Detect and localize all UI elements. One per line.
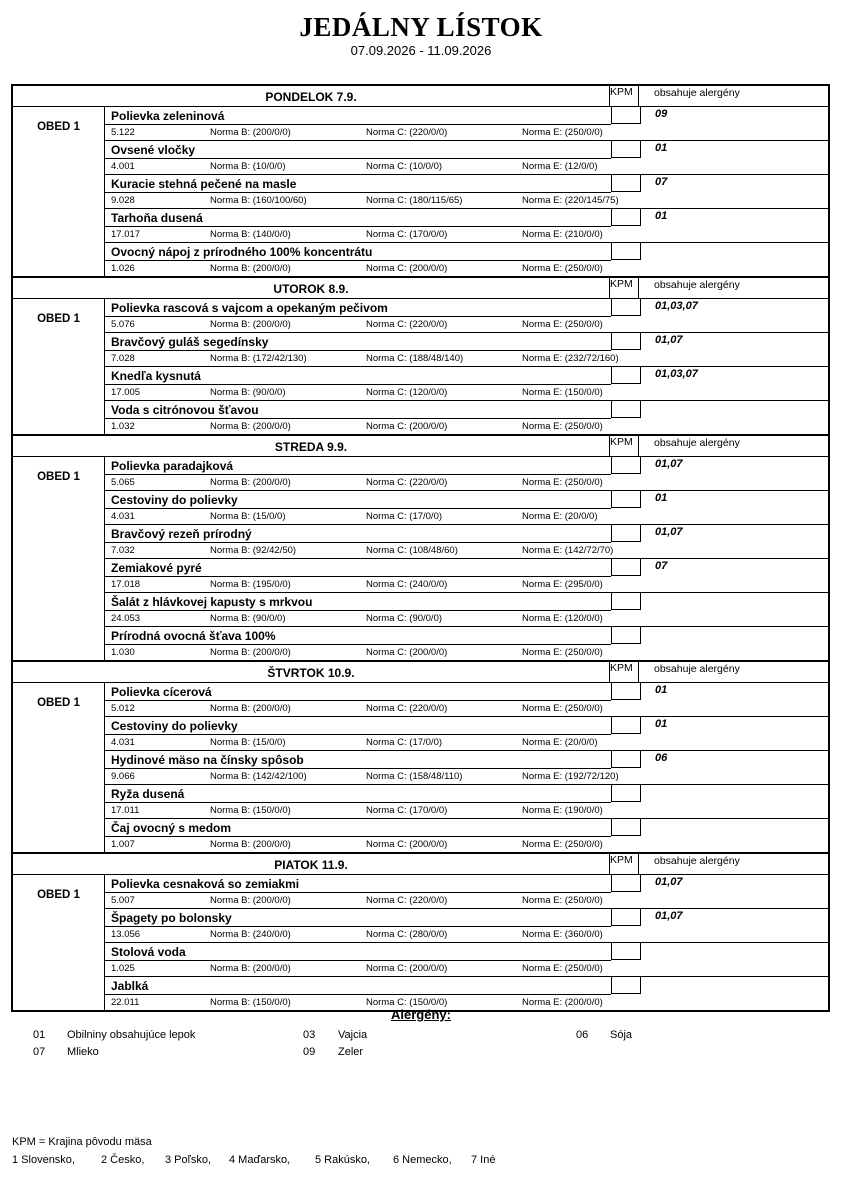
- norm-row: [105, 768, 619, 784]
- norm-row: [105, 644, 611, 660]
- norm-c: Norma C: (220/0/0): [366, 319, 448, 330]
- dish-allergens: 01,07: [655, 458, 683, 470]
- dish-row: [105, 593, 828, 627]
- kpm-cell: [611, 943, 641, 960]
- kpm-header: KPM: [609, 86, 639, 106]
- norm-row: [105, 700, 611, 716]
- norm-e: Norma E: (295/0/0): [522, 579, 603, 590]
- norm-e: Norma E: (120/0/0): [522, 613, 603, 624]
- norm-row: [105, 734, 611, 750]
- country-item: 5 Rakúsko,: [315, 1154, 371, 1166]
- norm-b: Norma B: (200/0/0): [210, 319, 291, 330]
- norm-row: [105, 226, 611, 242]
- dish-code: 17.018: [111, 579, 141, 590]
- meal-label: OBED 1: [37, 697, 80, 709]
- kpm-header: KPM: [609, 662, 639, 682]
- norm-c: Norma C: (90/0/0): [366, 613, 443, 624]
- dish-code: 7.028: [111, 353, 135, 364]
- allergens-header: obsahuje alergény: [654, 855, 740, 867]
- allergen-name: Mlieko: [67, 1046, 99, 1058]
- dish-code: 4.031: [111, 737, 135, 748]
- norm-row: [105, 158, 611, 174]
- kpm-cell: [611, 875, 641, 892]
- day-body: [13, 457, 828, 660]
- norm-b: Norma B: (15/0/0): [210, 737, 286, 748]
- dish-row: [105, 943, 828, 977]
- dish-name: Hydinové mäso na čínsky spôsob: [111, 753, 304, 767]
- dish-row: [105, 875, 828, 909]
- allergen-name: Zeler: [338, 1046, 364, 1058]
- dish-allergens: 01: [655, 210, 668, 222]
- dish-row: [105, 367, 828, 401]
- dish-name: Šalát z hlávkovej kapusty s mrkvou: [111, 595, 313, 609]
- dish-name: Tarhoňa dusená: [111, 211, 203, 225]
- kpm-cell: [611, 209, 641, 226]
- allergens-header: obsahuje alergény: [654, 663, 740, 675]
- meal-label: OBED 1: [37, 889, 80, 901]
- norm-e: Norma E: (250/0/0): [522, 127, 603, 138]
- day-header: [13, 662, 828, 683]
- dish-row: [105, 141, 828, 175]
- dish-name: Polievka paradajková: [111, 459, 234, 473]
- dish-code: 17.011: [111, 805, 140, 816]
- allergen-name: Vajcia: [338, 1029, 368, 1041]
- norm-row: [105, 960, 611, 976]
- allergen-code: 03: [303, 1029, 316, 1041]
- allergen-code: 06: [576, 1029, 589, 1041]
- kpm-cell: [611, 627, 641, 644]
- norm-row: [105, 508, 611, 524]
- norm-c: Norma C: (120/0/0): [366, 387, 448, 398]
- norm-c: Norma C: (220/0/0): [366, 895, 448, 906]
- norm-c: Norma C: (170/0/0): [366, 229, 448, 240]
- norm-e: Norma E: (20/0/0): [522, 511, 598, 522]
- dish-code: 7.032: [111, 545, 135, 556]
- dish-name: Špagety po bolonsky: [111, 911, 232, 925]
- dish-row: [105, 751, 828, 785]
- dish-row: [105, 175, 828, 209]
- dish-name: Kuracie stehná pečené na masle: [111, 177, 297, 191]
- norm-c: Norma C: (220/0/0): [366, 477, 448, 488]
- dish-row: [105, 525, 828, 559]
- kpm-cell: [611, 819, 641, 836]
- dish-list: [104, 299, 828, 434]
- dish-list: [104, 683, 828, 852]
- norm-row: [105, 610, 611, 626]
- dish-row: [105, 107, 828, 141]
- norm-b: Norma B: (200/0/0): [210, 895, 291, 906]
- dish-row: [105, 785, 828, 819]
- dish-code: 5.065: [111, 477, 135, 488]
- dish-allergens: 09: [655, 108, 668, 120]
- norm-c: Norma C: (150/0/0): [366, 997, 448, 1008]
- dish-allergens: 07: [655, 560, 668, 572]
- norm-b: Norma B: (90/0/0): [210, 613, 286, 624]
- norm-b: Norma B: (200/0/0): [210, 263, 291, 274]
- kpm-note: KPM = Krajina pôvodu mäsa: [12, 1136, 152, 1148]
- dish-code: 17.017: [111, 229, 141, 240]
- norm-c: Norma C: (200/0/0): [366, 647, 448, 658]
- meal-label: OBED 1: [37, 471, 80, 483]
- norm-c: Norma C: (170/0/0): [366, 805, 448, 816]
- norm-e: Norma E: (250/0/0): [522, 263, 603, 274]
- allergens-header: obsahuje alergény: [654, 437, 740, 449]
- norm-c: Norma C: (17/0/0): [366, 737, 443, 748]
- day-header: [13, 86, 828, 107]
- norm-row: [105, 802, 611, 818]
- dish-code: 5.012: [111, 703, 135, 714]
- kpm-cell: [611, 491, 641, 508]
- norm-c: Norma C: (108/48/60): [366, 545, 458, 556]
- norm-e: Norma E: (150/0/0): [522, 387, 603, 398]
- kpm-header: KPM: [609, 854, 639, 874]
- norm-e: Norma E: (250/0/0): [522, 895, 603, 906]
- menu-table: [11, 84, 830, 1012]
- dish-allergens: 01: [655, 684, 668, 696]
- dish-row: [105, 977, 828, 1010]
- dish-row: [105, 209, 828, 243]
- norm-row: [105, 418, 611, 434]
- dish-row: [105, 401, 828, 434]
- dish-row: [105, 683, 828, 717]
- norm-b: Norma B: (10/0/0): [210, 161, 286, 172]
- dish-allergens: 01,07: [655, 334, 683, 346]
- dish-row: [105, 333, 828, 367]
- dish-code: 1.030: [111, 647, 135, 658]
- dish-name: Polievka zeleninová: [111, 109, 225, 123]
- norm-b: Norma B: (200/0/0): [210, 421, 291, 432]
- norm-c: Norma C: (200/0/0): [366, 839, 448, 850]
- day-section: [11, 276, 830, 436]
- norm-b: Norma B: (172/42/130): [210, 353, 307, 364]
- day-name: UTOROK 8.9.: [273, 282, 349, 296]
- dish-name: Bravčový rezeň prírodný: [111, 527, 252, 541]
- norm-row: [105, 124, 611, 140]
- norm-row: [105, 892, 611, 908]
- kpm-cell: [611, 299, 641, 316]
- norm-e: Norma E: (250/0/0): [522, 319, 603, 330]
- dish-code: 1.025: [111, 963, 135, 974]
- dish-code: 1.032: [111, 421, 135, 432]
- country-item: 6 Nemecko,: [393, 1154, 452, 1166]
- allergen-code: 01: [33, 1029, 46, 1041]
- dish-name: Knedľa kysnutá: [111, 369, 201, 383]
- dish-row: [105, 627, 828, 660]
- allergen-code: 09: [303, 1046, 316, 1058]
- norm-b: Norma B: (200/0/0): [210, 839, 291, 850]
- day-name: ŠTVRTOK 10.9.: [267, 666, 355, 680]
- norm-b: Norma B: (15/0/0): [210, 511, 286, 522]
- kpm-header: KPM: [609, 436, 639, 456]
- kpm-cell: [611, 175, 641, 192]
- dish-name: Polievka rascová s vajcom a opekaným pečivom: [111, 301, 388, 315]
- allergens-header: obsahuje alergény: [654, 279, 740, 291]
- norm-b: Norma B: (200/0/0): [210, 127, 291, 138]
- norm-e: Norma E: (192/72/120): [522, 771, 619, 782]
- dish-allergens: 01,03,07: [655, 368, 698, 380]
- norm-c: Norma C: (200/0/0): [366, 963, 448, 974]
- norm-row: [105, 926, 611, 942]
- dish-allergens: 01,07: [655, 526, 683, 538]
- norm-e: Norma E: (210/0/0): [522, 229, 603, 240]
- dish-code: 13.056: [111, 929, 141, 940]
- norm-c: Norma C: (17/0/0): [366, 511, 443, 522]
- dish-allergens: 01: [655, 492, 668, 504]
- dish-list: [104, 875, 828, 1010]
- country-item: 1 Slovensko,: [12, 1154, 75, 1166]
- norm-b: Norma B: (195/0/0): [210, 579, 291, 590]
- date-range: 07.09.2026 - 11.09.2026: [350, 43, 492, 58]
- dish-row: [105, 299, 828, 333]
- norm-row: [105, 384, 611, 400]
- norm-c: Norma C: (180/115/65): [366, 195, 463, 206]
- allergen-code: 07: [33, 1046, 46, 1058]
- dish-allergens: 01,07: [655, 876, 683, 888]
- kpm-cell: [611, 243, 641, 260]
- norm-e: Norma E: (142/72/70): [522, 545, 614, 556]
- norm-b: Norma B: (200/0/0): [210, 963, 291, 974]
- dish-name: Bravčový guláš segedínsky: [111, 335, 269, 349]
- kpm-cell: [611, 457, 641, 474]
- norm-e: Norma E: (200/0/0): [522, 997, 603, 1008]
- day-body: [13, 875, 828, 1010]
- norm-c: Norma C: (220/0/0): [366, 127, 448, 138]
- kpm-cell: [611, 785, 641, 802]
- norm-row: [105, 260, 611, 276]
- kpm-cell: [611, 683, 641, 700]
- meal-label: OBED 1: [37, 121, 80, 133]
- country-item: 3 Poľsko,: [165, 1154, 212, 1166]
- dish-name: Cestoviny do polievky: [111, 493, 238, 507]
- norm-e: Norma E: (250/0/0): [522, 477, 603, 488]
- dish-code: 4.001: [111, 161, 135, 172]
- dish-name: Cestoviny do polievky: [111, 719, 238, 733]
- dish-name: Polievka cesnaková so zemiakmi: [111, 877, 300, 891]
- allergens-header: obsahuje alergény: [654, 87, 740, 99]
- day-body: [13, 299, 828, 434]
- dish-code: 9.066: [111, 771, 135, 782]
- norm-c: Norma C: (200/0/0): [366, 421, 448, 432]
- norm-b: Norma B: (150/0/0): [210, 805, 291, 816]
- dish-name: Polievka cícerová: [111, 685, 212, 699]
- kpm-cell: [611, 525, 641, 542]
- norm-e: Norma E: (220/145/75): [522, 195, 619, 206]
- day-body: [13, 683, 828, 852]
- dish-name: Ovocný nápoj z prírodného 100% koncentrátu: [111, 245, 373, 259]
- norm-c: Norma C: (240/0/0): [366, 579, 448, 590]
- allergen-name: Sója: [610, 1029, 633, 1041]
- norm-c: Norma C: (10/0/0): [366, 161, 443, 172]
- dish-row: [105, 819, 828, 852]
- dish-row: [105, 909, 828, 943]
- country-item: 4 Maďarsko,: [229, 1154, 291, 1166]
- norm-b: Norma B: (200/0/0): [210, 647, 291, 658]
- day-name: STREDA 9.9.: [274, 440, 348, 454]
- dish-allergens: 07: [655, 176, 668, 188]
- day-header: [13, 436, 828, 457]
- day-section: [11, 852, 830, 1012]
- dish-row: [105, 457, 828, 491]
- day-header: [13, 854, 828, 875]
- dish-row: [105, 717, 828, 751]
- dish-name: Prírodná ovocná šťava 100%: [111, 629, 276, 643]
- dish-code: 22.011: [111, 997, 140, 1008]
- dish-code: 5.076: [111, 319, 135, 330]
- dish-name: Zemiakové pyré: [111, 561, 202, 575]
- norm-e: Norma E: (250/0/0): [522, 703, 603, 714]
- norm-row: [105, 474, 611, 490]
- allergen-legend-title: Alergény:: [391, 1007, 451, 1022]
- norm-e: Norma E: (232/72/160): [522, 353, 619, 364]
- norm-row: [105, 542, 614, 558]
- kpm-header: KPM: [609, 278, 639, 298]
- dish-code: 5.007: [111, 895, 135, 906]
- dish-name: Jablká: [111, 979, 149, 993]
- kpm-cell: [611, 717, 641, 734]
- dish-code: 1.007: [111, 839, 135, 850]
- kpm-cell: [611, 141, 641, 158]
- day-name: PONDELOK 7.9.: [265, 90, 357, 104]
- day-body: [13, 107, 828, 276]
- day-name: PIATOK 11.9.: [274, 858, 348, 872]
- dish-code: 9.028: [111, 195, 135, 206]
- norm-b: Norma B: (160/100/60): [210, 195, 307, 206]
- norm-e: Norma E: (250/0/0): [522, 647, 603, 658]
- dish-allergens: 06: [655, 752, 668, 764]
- dish-allergens: 01,03,07: [655, 300, 698, 312]
- norm-row: [105, 350, 619, 366]
- norm-e: Norma E: (250/0/0): [522, 963, 603, 974]
- kpm-cell: [611, 367, 641, 384]
- dish-name: Čaj ovocný s medom: [111, 821, 232, 835]
- kpm-cell: [611, 751, 641, 768]
- dish-list: [104, 457, 828, 660]
- norm-c: Norma C: (200/0/0): [366, 263, 448, 274]
- dish-code: 5.122: [111, 127, 135, 138]
- kpm-cell: [611, 593, 641, 610]
- meal-label: OBED 1: [37, 313, 80, 325]
- kpm-cell: [611, 401, 641, 418]
- menu-title: JEDÁLNY LÍSTOK: [299, 12, 543, 42]
- norm-row: [105, 836, 611, 852]
- dish-allergens: 01: [655, 142, 668, 154]
- norm-c: Norma C: (158/48/110): [366, 771, 463, 782]
- kpm-cell: [611, 559, 641, 576]
- norm-e: Norma E: (250/0/0): [522, 421, 603, 432]
- norm-c: Norma C: (220/0/0): [366, 703, 448, 714]
- norm-b: Norma B: (200/0/0): [210, 703, 291, 714]
- dish-allergens: 01,07: [655, 910, 683, 922]
- kpm-cell: [611, 909, 641, 926]
- dish-row: [105, 243, 828, 276]
- norm-b: Norma B: (92/42/50): [210, 545, 297, 556]
- norm-b: Norma B: (140/0/0): [210, 229, 291, 240]
- norm-e: Norma E: (12/0/0): [522, 161, 598, 172]
- kpm-cell: [611, 107, 641, 124]
- dish-code: 24.053: [111, 613, 141, 624]
- allergen-name: Obilniny obsahujúce lepok: [67, 1029, 196, 1041]
- dish-name: Ovsené vločky: [111, 143, 196, 157]
- norm-e: Norma E: (250/0/0): [522, 839, 603, 850]
- norm-b: Norma B: (90/0/0): [210, 387, 286, 398]
- dish-row: [105, 559, 828, 593]
- country-item: 7 Iné: [471, 1154, 496, 1166]
- norm-b: Norma B: (240/0/0): [210, 929, 291, 940]
- dish-name: Stolová voda: [111, 945, 186, 959]
- norm-b: Norma B: (150/0/0): [210, 997, 291, 1008]
- kpm-cell: [611, 333, 641, 350]
- dish-name: Voda s citrónovou šťavou: [111, 403, 259, 417]
- norm-b: Norma B: (142/42/100): [210, 771, 307, 782]
- norm-row: [105, 576, 611, 592]
- dish-row: [105, 491, 828, 525]
- norm-b: Norma B: (200/0/0): [210, 477, 291, 488]
- country-item: 2 Česko,: [101, 1154, 145, 1166]
- dish-name: Ryža dusená: [111, 787, 185, 801]
- day-section: [11, 84, 830, 278]
- norm-e: Norma E: (20/0/0): [522, 737, 598, 748]
- norm-e: Norma E: (360/0/0): [522, 929, 603, 940]
- kpm-cell: [611, 977, 641, 994]
- day-header: [13, 278, 828, 299]
- dish-code: 17.005: [111, 387, 141, 398]
- dish-list: [104, 107, 828, 276]
- day-section: [11, 434, 830, 662]
- norm-c: Norma C: (188/48/140): [366, 353, 464, 364]
- norm-e: Norma E: (190/0/0): [522, 805, 603, 816]
- norm-row: [105, 316, 611, 332]
- dish-code: 4.031: [111, 511, 135, 522]
- norm-row: [105, 192, 619, 208]
- dish-allergens: 01: [655, 718, 668, 730]
- dish-code: 1.026: [111, 263, 135, 274]
- day-section: [11, 660, 830, 854]
- norm-c: Norma C: (280/0/0): [366, 929, 448, 940]
